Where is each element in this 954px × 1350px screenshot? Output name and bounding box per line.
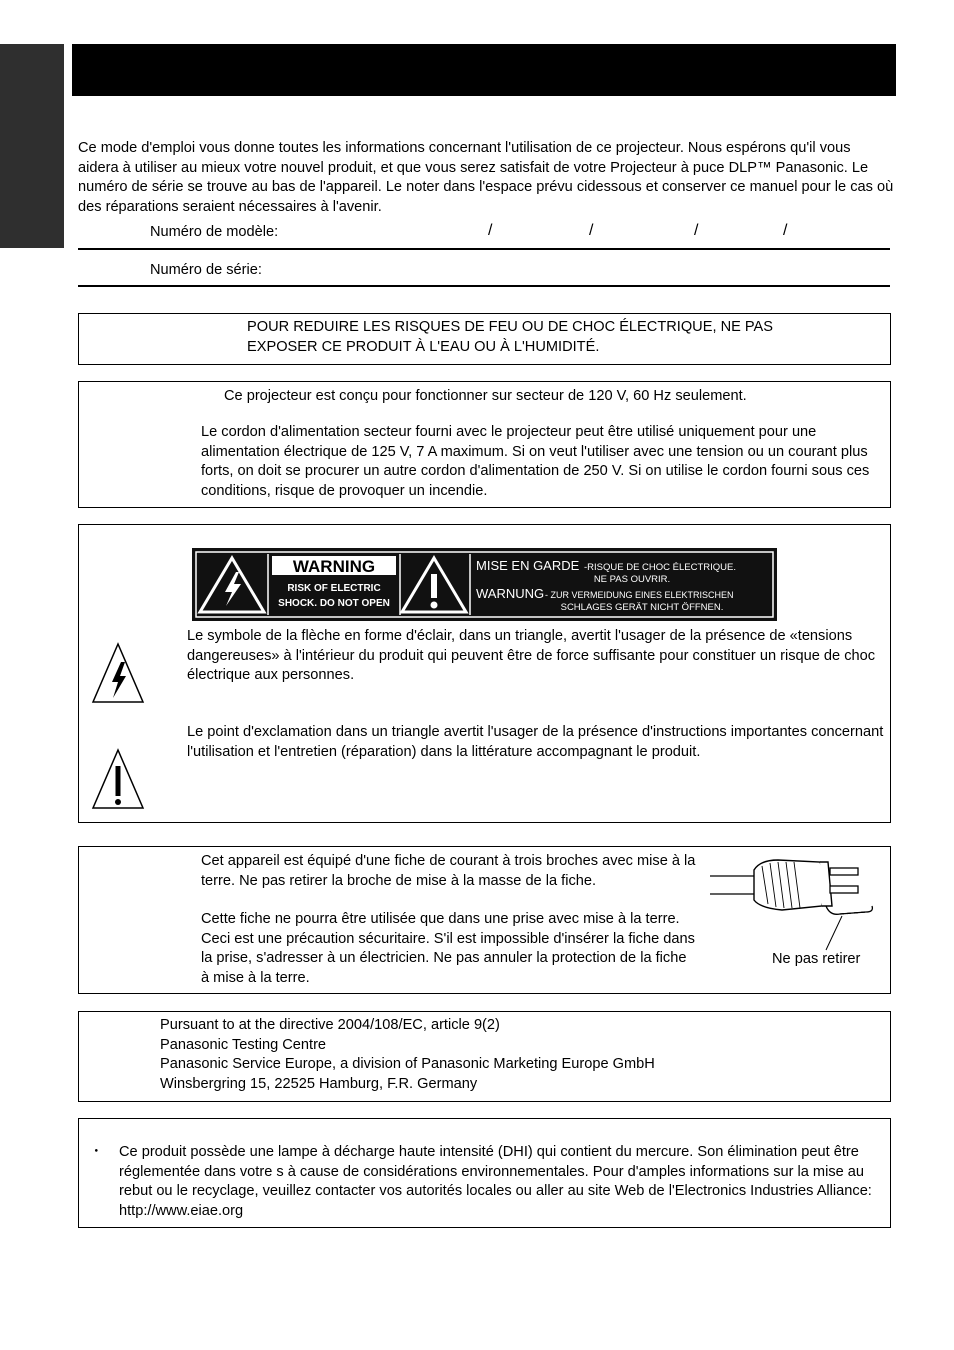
power-box — [78, 381, 891, 508]
serial-underline — [78, 285, 890, 287]
mercury-text: Ce produit possède une lampe à décharge haute intensité (DHI) qui contient du mercure. Son élimination peut être réglementée dans votre s à cause de considérations environnementales. Pour d'amples informations sur la mise au rebut ou le recyclage, veuillez contacter vos autorités locales ou aller au site Web de l'Electronics Industries Alliance: http://www.eiae.org — [119, 1144, 872, 1219]
warning-box — [78, 313, 891, 365]
lightning-triangle-icon — [91, 642, 145, 704]
power-cord-text: Le cordon d'alimentation secteur fourni avec le projecteur peut être utilisé uniquement pour une alimentation électrique de 125 V, 7 A maximum. Si on veut l'utiliser avec une tension ou un courant plus forts, on doit se procurer un autre cordon d'alimentation de 250 V. Si on utilise le cordon fourni sous ces conditions, risque de provoquer un incendie. — [201, 424, 870, 499]
sign-mise-en-garde: MISE EN GARDE — [476, 558, 580, 573]
sign-warnung: WARNUNG — [476, 586, 545, 601]
sign-mise-detail1: -RISQUE DE CHOC ÉLECTRIQUE. — [584, 562, 737, 573]
sign-mise-detail2: NE PAS OUVRIR. — [593, 574, 671, 585]
intro-text: Ce mode d'emploi vous donne toutes les informations concernant l'utilisation de ce projecteur. Nous espérons qu'il vous aidera à utiliser au mieux votre nouvel produit, et que vous serez satisfait de votre Projecteur à puce DLP™ Panasonic. Le numéro de série se trouve au bas de l'appareil. Le noter dans l'espace prévu cidessous et conserver ce manuel pour le cas où des réparations seraient nécessaires à l'avenir. — [78, 140, 894, 215]
eu-representative-box — [78, 1011, 891, 1102]
exclamation-text: Le point d'exclamation dans un triangle avertit l'usager de la présence d'instructions importantes concernant l'utilisation et l'entretien (réparation) dans la littérature accompagnant le produit. — [187, 724, 884, 760]
eu-line-2: Panasonic Testing Centre — [160, 1036, 327, 1053]
exclamation-triangle-icon — [91, 748, 145, 810]
slash-1: / — [488, 222, 493, 239]
plug-text-1: Cet appareil est équipé d'une fiche de courant à trois broches avec mise à la terre. Ne pas retirer la broche de mise à la masse de la fiche. — [201, 853, 696, 889]
power-voltage-text: Ce projecteur est conçu pour fonctionner sur secteur de 120 V, 60 Hz seulement. — [224, 388, 747, 404]
plug-caption: Ne pas retirer — [772, 951, 861, 967]
sign-warnung-detail2: SCHLAGES GERÄT NICHT ÖFFNEN. — [560, 602, 724, 613]
eu-line-1: Pursuant to at the directive 2004/108/EC, article 9(2) — [160, 1017, 500, 1033]
warning-text: POUR REDUIRE LES RISQUES DE FEU OU DE CHOC ÉLECTRIQUE, NE PAS EXPOSER CE PRODUIT À L'EAU OU À L'HUMIDITÉ. — [247, 319, 774, 355]
title-bar — [72, 44, 896, 96]
warning-label-sign — [192, 548, 777, 621]
bullet-marker: ・ — [89, 1144, 104, 1160]
mercury-box — [78, 1118, 891, 1228]
serial-number-label: Numéro de série: — [150, 262, 262, 278]
lightning-text: Le symbole de la flèche en forme d'éclair, dans un triangle, avertit l'usager de la présence de «tensions dangereuses» à l'intérieur du produit qui peuvent être de force suffisante pour constituer un risque de choc électrique aux personnes. — [187, 628, 876, 683]
sign-risk-line2: SHOCK. DO NOT OPEN — [278, 598, 390, 609]
slash-4: / — [783, 222, 788, 239]
slash-2: / — [589, 222, 594, 239]
sign-warning-text: WARNING — [292, 557, 376, 576]
plug-text-2: Cette fiche ne pourra être utilisée que dans une prise avec mise à la terre. Ceci est une précaution sécuritaire. S'il est impossible d'insérer la fiche dans la prise, s'adresser à un électricien. Ne pas annuler la protection de la fiche à mise à la terre. — [201, 911, 695, 986]
slash-3: / — [694, 222, 699, 239]
grounded-plug-icon — [708, 850, 878, 960]
model-number-label: Numéro de modèle: — [150, 224, 279, 240]
eu-line-4: Winsbergring 15, 22525 Hamburg, F.R. Germany — [160, 1075, 478, 1092]
eu-line-3: Panasonic Service Europe, a division of Panasonic Marketing Europe GmbH — [160, 1056, 655, 1072]
sign-warnung-detail1: - ZUR VERMEIDUNG EINES ELEKTRISCHEN — [545, 590, 734, 600]
side-tab — [0, 44, 64, 248]
sign-risk-line1: RISK OF ELECTRIC — [287, 583, 381, 594]
model-underline — [78, 248, 890, 250]
